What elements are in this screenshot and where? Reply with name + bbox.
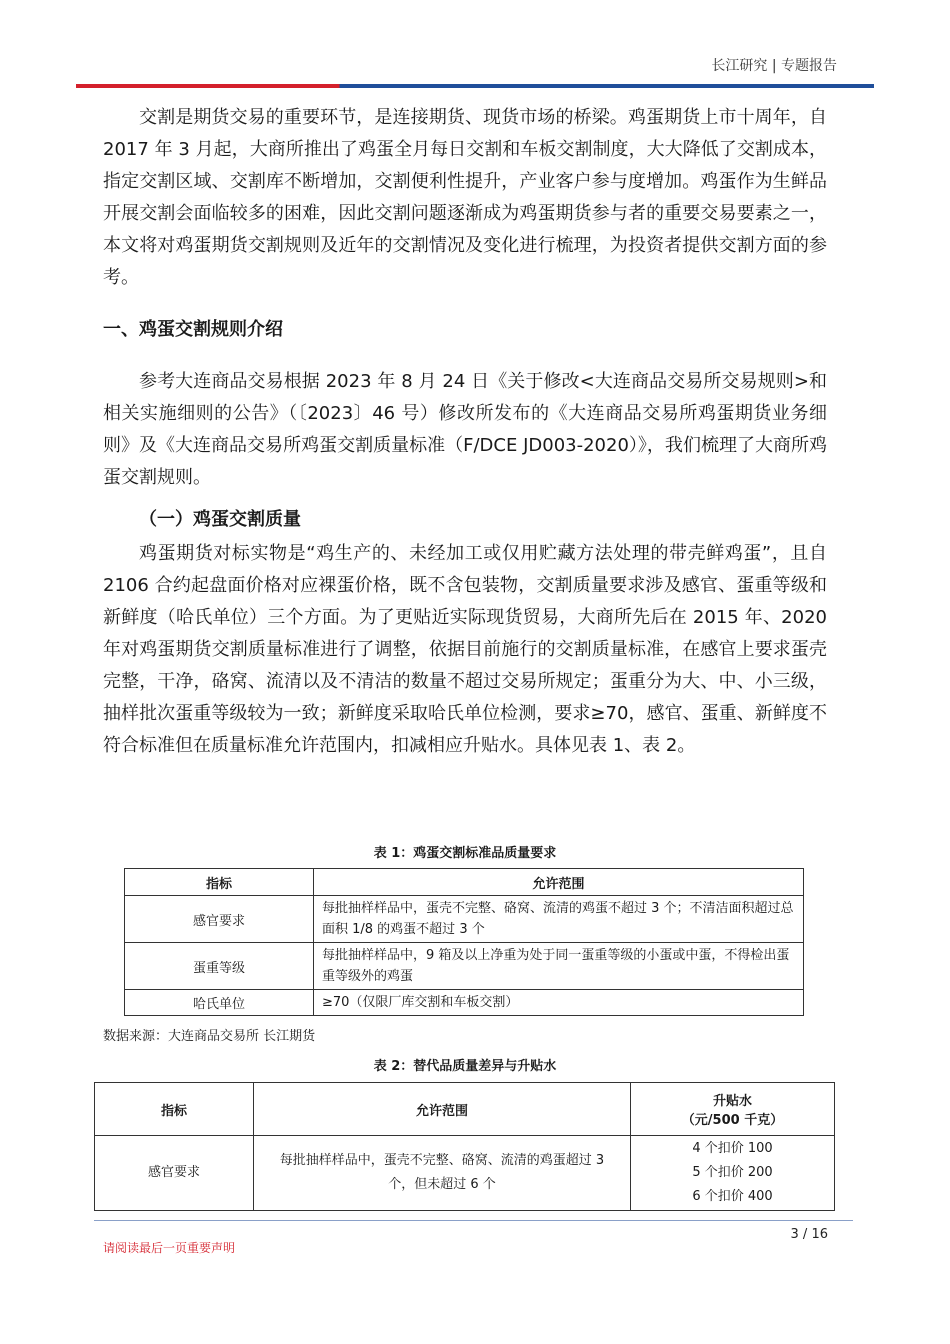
table1-title: 表 1：鸡蛋交割标准品质量要求 xyxy=(373,846,557,861)
table-cell: 蛋重等级 xyxy=(125,943,314,990)
table-header-cell: 允许范围 xyxy=(254,1083,631,1136)
table-header-cell: 指标 xyxy=(95,1083,254,1136)
page-number: 3 / 16 xyxy=(790,1227,828,1242)
subsection-paragraph: 鸡蛋期货对标实物是“鸡生产的、未经加工或仅用贮藏方法处理的带壳鲜鸡蛋”，且自 2106 合约起盘面价格对应裸蛋价格，既不含包装物，交割质量要求涉及感官、蛋重等级和新鲜度（哈氏单位）三个方面。为了更贴近实际现货贸易，大商所先后在 2015 年、2020 年对鸡蛋期货交割质量标准进行了调整，依据目前施行的交割质量标准，在感官上要求蛋壳完整，干净，硌窝、流清以及不清洁的数量不超过交易所规定；蛋重分为大、中、小三级，抽样批次蛋重等级较为一致；新鲜度采取哈氏单位检测，要求≥70，感官、蛋重、新鲜度不符合标准但在质量标准允许范围内，扣减相应升贴水。具体见表 1、表 2。 xyxy=(103,543,827,756)
table-cell: 感官要求 xyxy=(125,896,314,943)
table-cell: 每批抽样样品中，蛋壳不完整、硌窝、流清的鸡蛋超过 3 个，但未超过 6 个 xyxy=(254,1136,631,1211)
subsection-heading: （一）鸡蛋交割质量 xyxy=(139,509,301,530)
table-row xyxy=(125,990,804,1016)
table-cell: 感官要求 xyxy=(95,1136,254,1211)
premium-line: 6 个扣价 400 xyxy=(692,1189,773,1204)
table-row xyxy=(125,896,804,943)
premium-line: 5 个扣价 200 xyxy=(692,1165,773,1180)
table2-title: 表 2：替代品质量差异与升贴水 xyxy=(373,1059,557,1074)
document-body xyxy=(103,102,827,762)
table-cell: 每批抽样样品中，9 箱及以上净重为处于同一蛋重等级的小蛋或中蛋，不得检出蛋重等级外的鸡蛋 xyxy=(314,943,804,990)
table-header-cell: 允许范围 xyxy=(314,869,804,896)
section-paragraph: 参考大连商品交易根据 2023 年 8 月 24 日《关于修改<大连商品交易所交易规则>和相关实施细则的公告》（〔2023〕46 号）修改所发布的《大连商品交易所鸡蛋期货业务细则》及《大连商品交易所鸡蛋交割质量标准（F/DCE JD003-2020）》，我们梳理了大商所鸡蛋交割规则。 xyxy=(103,371,827,488)
premium-header: 升贴水 xyxy=(712,1094,752,1109)
premium-unit: （元/500 千克） xyxy=(681,1113,784,1128)
table1-source: 数据来源：大连商品交易所 长江期货 xyxy=(103,1029,316,1044)
table-header-cell xyxy=(631,1083,835,1136)
footer-divider xyxy=(94,1220,853,1221)
premium-line: 4 个扣价 100 xyxy=(692,1141,773,1156)
intro-paragraph: 交割是期货交易的重要环节，是连接期货、现货市场的桥梁。鸡蛋期货上市十周年，自 2017 年 3 月起，大商所推出了鸡蛋全月每日交割和车板交割制度，大大降低了交割成本，指定交割区域、交割库不断增加，交割便利性提升，产业客户参与度增加。鸡蛋作为生鲜品开展交割会面临较多的困难，因此交割问题逐渐成为鸡蛋期货参与者的重要交易要素之一，本文将对鸡蛋期货交割规则及近年的交割情况及变化进行梳理，为投资者提供交割方面的参考。 xyxy=(103,107,827,288)
table2 xyxy=(94,1082,835,1211)
table-header-row xyxy=(95,1083,835,1136)
table-row xyxy=(95,1136,835,1211)
table-cell xyxy=(631,1136,835,1211)
section-heading: 一、鸡蛋交割规则介绍 xyxy=(103,319,283,340)
table-cell: ≥70（仅限厂库交割和车板交割） xyxy=(314,990,804,1016)
table-header-cell: 指标 xyxy=(125,869,314,896)
table1 xyxy=(124,868,804,1016)
table-cell: 哈氏单位 xyxy=(125,990,314,1016)
table-cell: 每批抽样样品中，蛋壳不完整、硌窝、流清的鸡蛋不超过 3 个；不清洁面积超过总面积 1/8 的鸡蛋不超过 3 个 xyxy=(314,896,804,943)
disclaimer-note: 请阅读最后一页重要声明 xyxy=(103,1241,236,1255)
table-row xyxy=(125,943,804,990)
header-divider xyxy=(76,84,874,88)
header-title: 长江研究 | 专题报告 xyxy=(711,58,837,74)
table-header-row xyxy=(125,869,804,896)
